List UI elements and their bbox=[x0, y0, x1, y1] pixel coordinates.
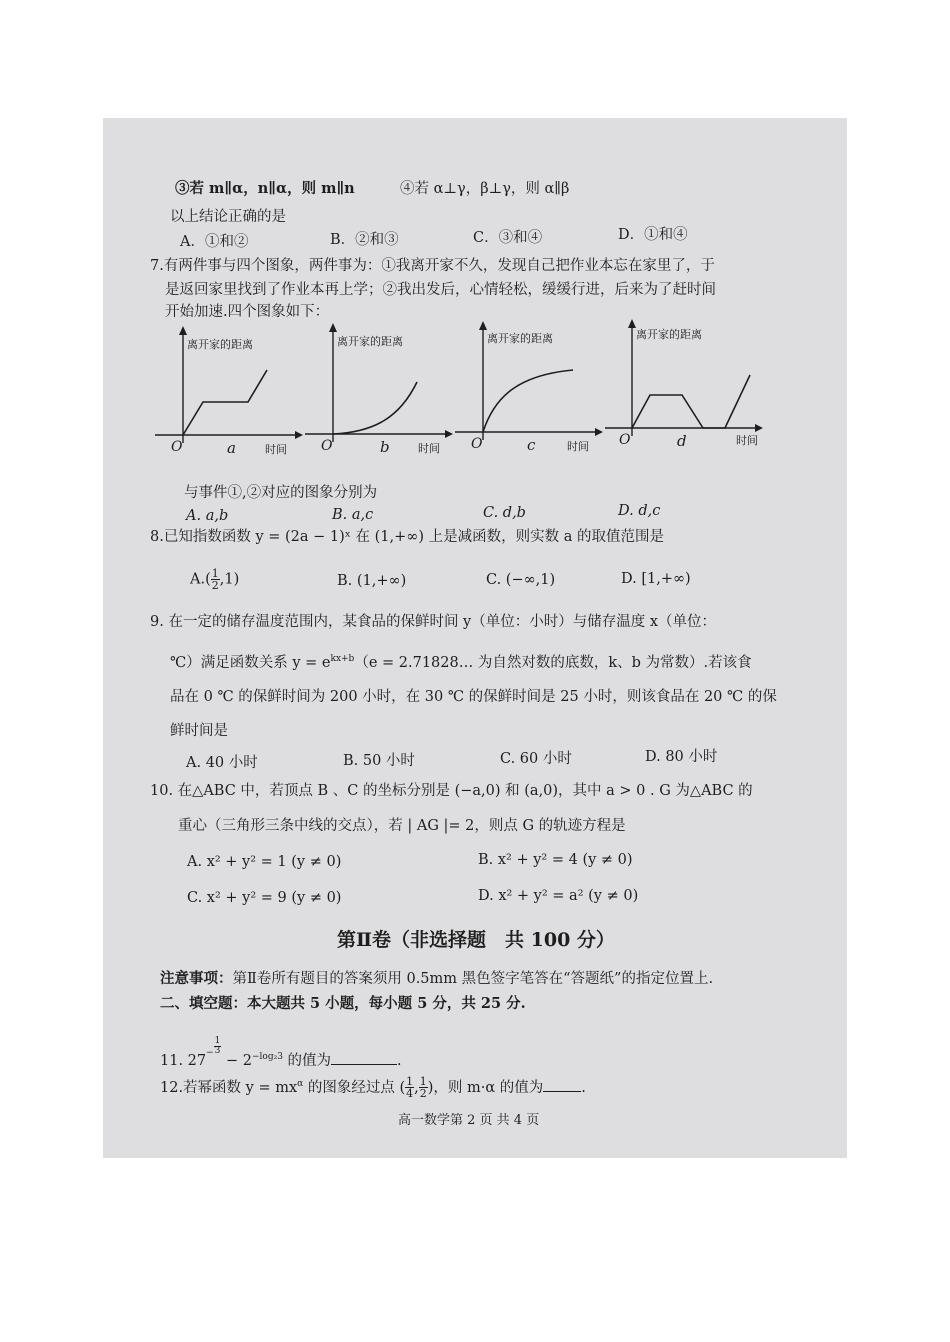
graph-d-x-arrow bbox=[755, 424, 763, 432]
graph-a-ylabel: 离开家的距离 bbox=[187, 338, 253, 351]
q10-option-b: B. x² + y² = 4 (y ≠ 0) bbox=[478, 852, 633, 868]
graph-a-y-arrow bbox=[179, 326, 187, 335]
q10-option-c: C. x² + y² = 9 (y ≠ 0) bbox=[187, 890, 342, 906]
q7-option-d: D. d,c bbox=[618, 503, 661, 519]
q6-prompt: 以上结论正确的是 bbox=[170, 209, 286, 225]
q12-answer-blank[interactable] bbox=[543, 1091, 581, 1092]
graph-b bbox=[305, 322, 455, 457]
q11-exponent-2: −log₂3 bbox=[252, 1052, 283, 1063]
graph-b-xlabel: 时间 bbox=[418, 442, 440, 455]
part2-title: 第Ⅱ卷（非选择题 共 100 分） bbox=[337, 929, 615, 951]
q7-prompt: 与事件①,②对应的图象分别为 bbox=[184, 485, 378, 501]
q7-line-3: 开始加速.四个图象如下： bbox=[165, 304, 330, 320]
notice-text: 第Ⅱ卷所有题目的答案须用 0.5mm 黑色签字笔答在“答题纸”的指定位置上. bbox=[232, 971, 714, 987]
q12-prefix: 12.若幂函数 y = mx bbox=[160, 1079, 298, 1096]
graph-a-x-arrow bbox=[295, 431, 303, 439]
q11-period: . bbox=[397, 1053, 402, 1069]
q12-frac-1 bbox=[405, 1076, 414, 1099]
q8-option-a-denominator: 2 bbox=[211, 579, 219, 592]
graph-a-origin: O bbox=[171, 439, 183, 455]
part2-notice bbox=[160, 970, 713, 988]
q8-option-a-numerator: 1 bbox=[211, 567, 219, 580]
q9-exponent: kx+b bbox=[330, 654, 355, 664]
graph-b-ylabel: 离开家的距离 bbox=[337, 335, 403, 348]
graph-a-name: a bbox=[227, 439, 236, 457]
q11-minus-sign: − bbox=[206, 1048, 214, 1058]
graph-b-name: b bbox=[380, 438, 390, 456]
q9-option-a: A. 40 小时 bbox=[186, 755, 258, 771]
q9-line-2 bbox=[170, 650, 752, 672]
q8-option-d: D. [1,+∞) bbox=[621, 571, 691, 587]
q12-frac-1-num: 1 bbox=[406, 1075, 414, 1089]
graph-d-y-arrow bbox=[628, 319, 636, 328]
q12-frac-2-num: 1 bbox=[419, 1075, 427, 1089]
q9-line-2-a: ℃）满足函数关系 y = e bbox=[170, 654, 331, 671]
q8-option-b: B. (1,+∞) bbox=[337, 573, 407, 589]
graph-d-curve bbox=[632, 375, 750, 428]
q11-exponent-num: 1 bbox=[214, 1036, 221, 1046]
q11-suffix: 的值为 bbox=[282, 1053, 332, 1069]
graph-d-origin: O bbox=[619, 432, 631, 448]
graph-b-origin: O bbox=[321, 438, 333, 454]
graph-b-curve bbox=[333, 382, 417, 434]
q12-suffix: )，则 m·α 的值为 bbox=[427, 1079, 544, 1096]
q9-line-2-b: （e = 2.71828… 为自然对数的底数，k、b 为常数）.若该食 bbox=[354, 654, 752, 671]
q11 bbox=[160, 1037, 402, 1070]
q12-frac-2-den: 2 bbox=[419, 1087, 427, 1101]
graph-d bbox=[605, 318, 765, 453]
page-footer: 高一数学第 2 页 共 4 页 bbox=[398, 1113, 540, 1128]
graph-a-curve bbox=[183, 370, 267, 435]
graph-c bbox=[455, 320, 605, 455]
q11-prefix: 11. 27 bbox=[160, 1053, 207, 1069]
q11-mid: − 2 bbox=[221, 1053, 252, 1069]
section-2-heading: 二、填空题：本大题共 5 小题，每小题 5 分，共 25 分. bbox=[160, 995, 526, 1012]
q6-option-c: C．③和④ bbox=[473, 230, 543, 246]
q12-frac-1-den: 4 bbox=[406, 1087, 414, 1101]
q6-option-b: B．②和③ bbox=[330, 232, 399, 248]
q8-option-a-prefix: A.( bbox=[190, 571, 211, 588]
q8-option-c: C. (−∞,1) bbox=[486, 572, 556, 588]
q11-answer-blank[interactable] bbox=[331, 1064, 397, 1065]
graph-c-curve bbox=[483, 370, 573, 432]
q6-option-d: D．①和④ bbox=[618, 227, 688, 243]
graph-d-xlabel: 时间 bbox=[736, 434, 758, 447]
graph-c-x-arrow bbox=[595, 428, 603, 436]
q12-comma: , bbox=[414, 1079, 419, 1096]
q8-stem: 8.已知指数函数 y = (2a − 1)ˣ 在 (1,+∞) 上是减函数，则实数 a 的取值范围是 bbox=[150, 529, 664, 545]
graph-c-xlabel: 时间 bbox=[567, 440, 589, 453]
q6-option-a: A．①和② bbox=[180, 234, 249, 250]
q7-option-b: B. a,c bbox=[332, 507, 374, 523]
q9-line-3: 品在 0 ℃ 的保鲜时间为 200 小时，在 30 ℃ 的保鲜时间是 25 小时，则该食品在 20 ℃ 的保 bbox=[170, 689, 777, 705]
q10-line-1: 10. 在△ABC 中，若顶点 B 、C 的坐标分别是 (−a,0) 和 (a,0)，其中 a > 0 . G 为△ABC 的 bbox=[150, 783, 753, 799]
q7-option-c: C. d,b bbox=[483, 505, 526, 521]
graph-a-xlabel: 时间 bbox=[265, 443, 287, 456]
q10-line-2: 重心（三角形三条中线的交点），若 | AG |= 2，则点 G 的轨迹方程是 bbox=[178, 818, 626, 834]
q8-option-a-fraction bbox=[211, 568, 220, 591]
q8-option-a bbox=[190, 568, 239, 591]
graph-d-ylabel: 离开家的距离 bbox=[636, 328, 702, 341]
graph-b-x-arrow bbox=[445, 430, 453, 438]
q6-statement-4: ④若 α⊥γ，β⊥γ，则 α∥β bbox=[400, 181, 570, 197]
notice-label: 注意事项： bbox=[160, 970, 233, 987]
graph-d-name: d bbox=[677, 432, 687, 450]
q9-line-4: 鲜时间是 bbox=[170, 723, 228, 739]
q12-frac-2 bbox=[419, 1076, 428, 1099]
q9-line-1: 9. 在一定的储存温度范围内，某食品的保鲜时间 y（单位：小时）与储存温度 x（单位： bbox=[150, 614, 717, 630]
graph-c-origin: O bbox=[471, 436, 483, 452]
q7-line-1: 7.有两件事与四个图象，两件事为：①我离开家不久，发现自己把作业本忘在家里了，于 bbox=[150, 258, 715, 274]
graph-c-ylabel: 离开家的距离 bbox=[487, 332, 553, 345]
q9-option-d: D. 80 小时 bbox=[645, 749, 718, 765]
q12-mid: 的图象经过点 ( bbox=[303, 1079, 406, 1096]
graph-c-y-arrow bbox=[479, 321, 487, 330]
q9-option-c: C. 60 小时 bbox=[500, 751, 572, 767]
q6-statement-3: ③若 m∥α，n∥α，则 m∥n bbox=[175, 180, 355, 197]
graph-b-y-arrow bbox=[329, 323, 337, 332]
q8-option-a-suffix: ,1) bbox=[219, 571, 240, 588]
graph-a bbox=[155, 325, 305, 460]
q11-exponent-den: 3 bbox=[214, 1046, 221, 1056]
q7-line-2: 是返回家里找到了作业本再上学；②我出发后，心情轻松，缓缓行进，后来为了赶时间 bbox=[165, 282, 716, 298]
q12-exponent: α bbox=[297, 1079, 304, 1089]
q10-option-d: D. x² + y² = a² (y ≠ 0) bbox=[478, 888, 639, 904]
graph-c-name: c bbox=[527, 436, 536, 454]
q12 bbox=[160, 1075, 586, 1099]
q7-option-a: A. a,b bbox=[186, 508, 229, 524]
q12-period: . bbox=[581, 1079, 586, 1096]
q9-option-b: B. 50 小时 bbox=[343, 753, 415, 769]
q10-option-a: A. x² + y² = 1 (y ≠ 0) bbox=[187, 854, 342, 870]
